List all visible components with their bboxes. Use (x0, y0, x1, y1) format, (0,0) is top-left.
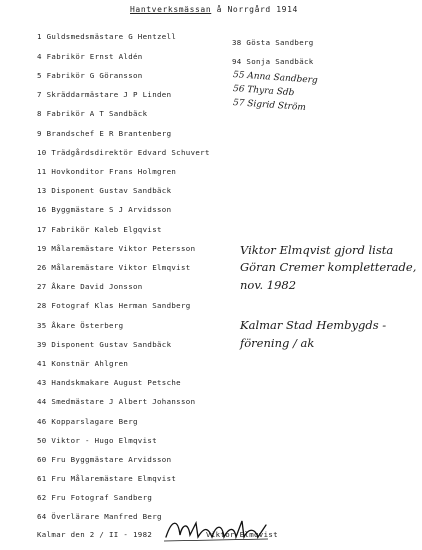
list-entry: 44 Smedmästare J Albert Johansson (37, 397, 196, 406)
right-list-entry: 94 Sonja Sandbäck (232, 57, 314, 66)
list-entry: 61 Fru Målaremästare Elmqvist (37, 474, 177, 483)
list-entry: 64 Överlärare Manfred Berg (37, 512, 162, 521)
list-entry: 19 Målaremästare Viktor Petersson (37, 244, 196, 253)
list-entry: 11 Hovkonditor Frans Holmgren (37, 167, 177, 176)
list-entry: 1 Guldsmedsmästare G Hentzell (37, 32, 177, 41)
list-entry: 16 Byggmästare S J Arvidsson (37, 205, 172, 214)
list-entry: 17 Fabrikör Kaleb Elgqvist (37, 225, 162, 234)
list-entry: 50 Viktor - Hugo Elmqvist (37, 436, 157, 445)
list-entry: 13 Disponent Gustav Sandbäck (37, 186, 172, 195)
list-entry: 46 Kopparslagare Berg (37, 417, 138, 426)
list-entry: 62 Fru Fotograf Sandberg (37, 493, 153, 502)
list-entry: 5 Fabrikör G Göransson (37, 71, 143, 80)
list-entry: 35 Åkare Österberg (37, 321, 124, 330)
list-entry: 9 Brandschef E R Brantenberg (37, 129, 172, 138)
right-list-entry: 38 Gösta Sandberg (232, 38, 314, 47)
title-main: Hantverksmässan (130, 5, 212, 14)
list-entry: 60 Fru Byggmästare Arvidsson (37, 455, 172, 464)
handwritten-note-line: Viktor Elmqvist gjord lista (240, 243, 394, 257)
handwritten-entry: 57 Sigrid Ström (232, 98, 307, 114)
list-entry: 26 Målaremästare Viktor Elmqvist (37, 263, 191, 272)
list-entry: 8 Fabrikör A T Sandbäck (37, 109, 148, 118)
list-entry: 10 Trädgårdsdirektör Edvard Schuvert (37, 148, 210, 157)
handwritten-note-line: Kalmar Stad Hembygds - (240, 318, 387, 332)
footer-author: Viktor Elmqvist (206, 530, 278, 539)
list-entry: 28 Fotograf Klas Herman Sandberg (37, 301, 191, 310)
signature-image (162, 515, 272, 545)
handwritten-note-line: nov. 1982 (240, 278, 297, 292)
list-entry: 27 Åkare David Jonsson (37, 282, 143, 291)
handwritten-entry: 56 Thyra Sdb (232, 84, 295, 99)
handwritten-entry: 55 Anna Sandberg (232, 70, 319, 86)
list-entry: 39 Disponent Gustav Sandbäck (37, 340, 172, 349)
list-entry: 7 Skräddarmästare J P Linden (37, 90, 172, 99)
footer-place-date: Kalmar den 2 / II - 1982 (37, 530, 153, 539)
list-entry: 4 Fabrikör Ernst Aldén (37, 52, 143, 61)
title-rest: å Norrgård 1914 (216, 5, 298, 14)
document-title (130, 5, 298, 14)
list-entry: 41 Konstnär Ahlgren (37, 359, 129, 368)
list-entry: 43 Handskmakare August Petsche (37, 378, 181, 387)
handwritten-note-line: Göran Cremer kompletterade, (240, 260, 417, 274)
handwritten-note-line: förening / ak (240, 336, 315, 350)
